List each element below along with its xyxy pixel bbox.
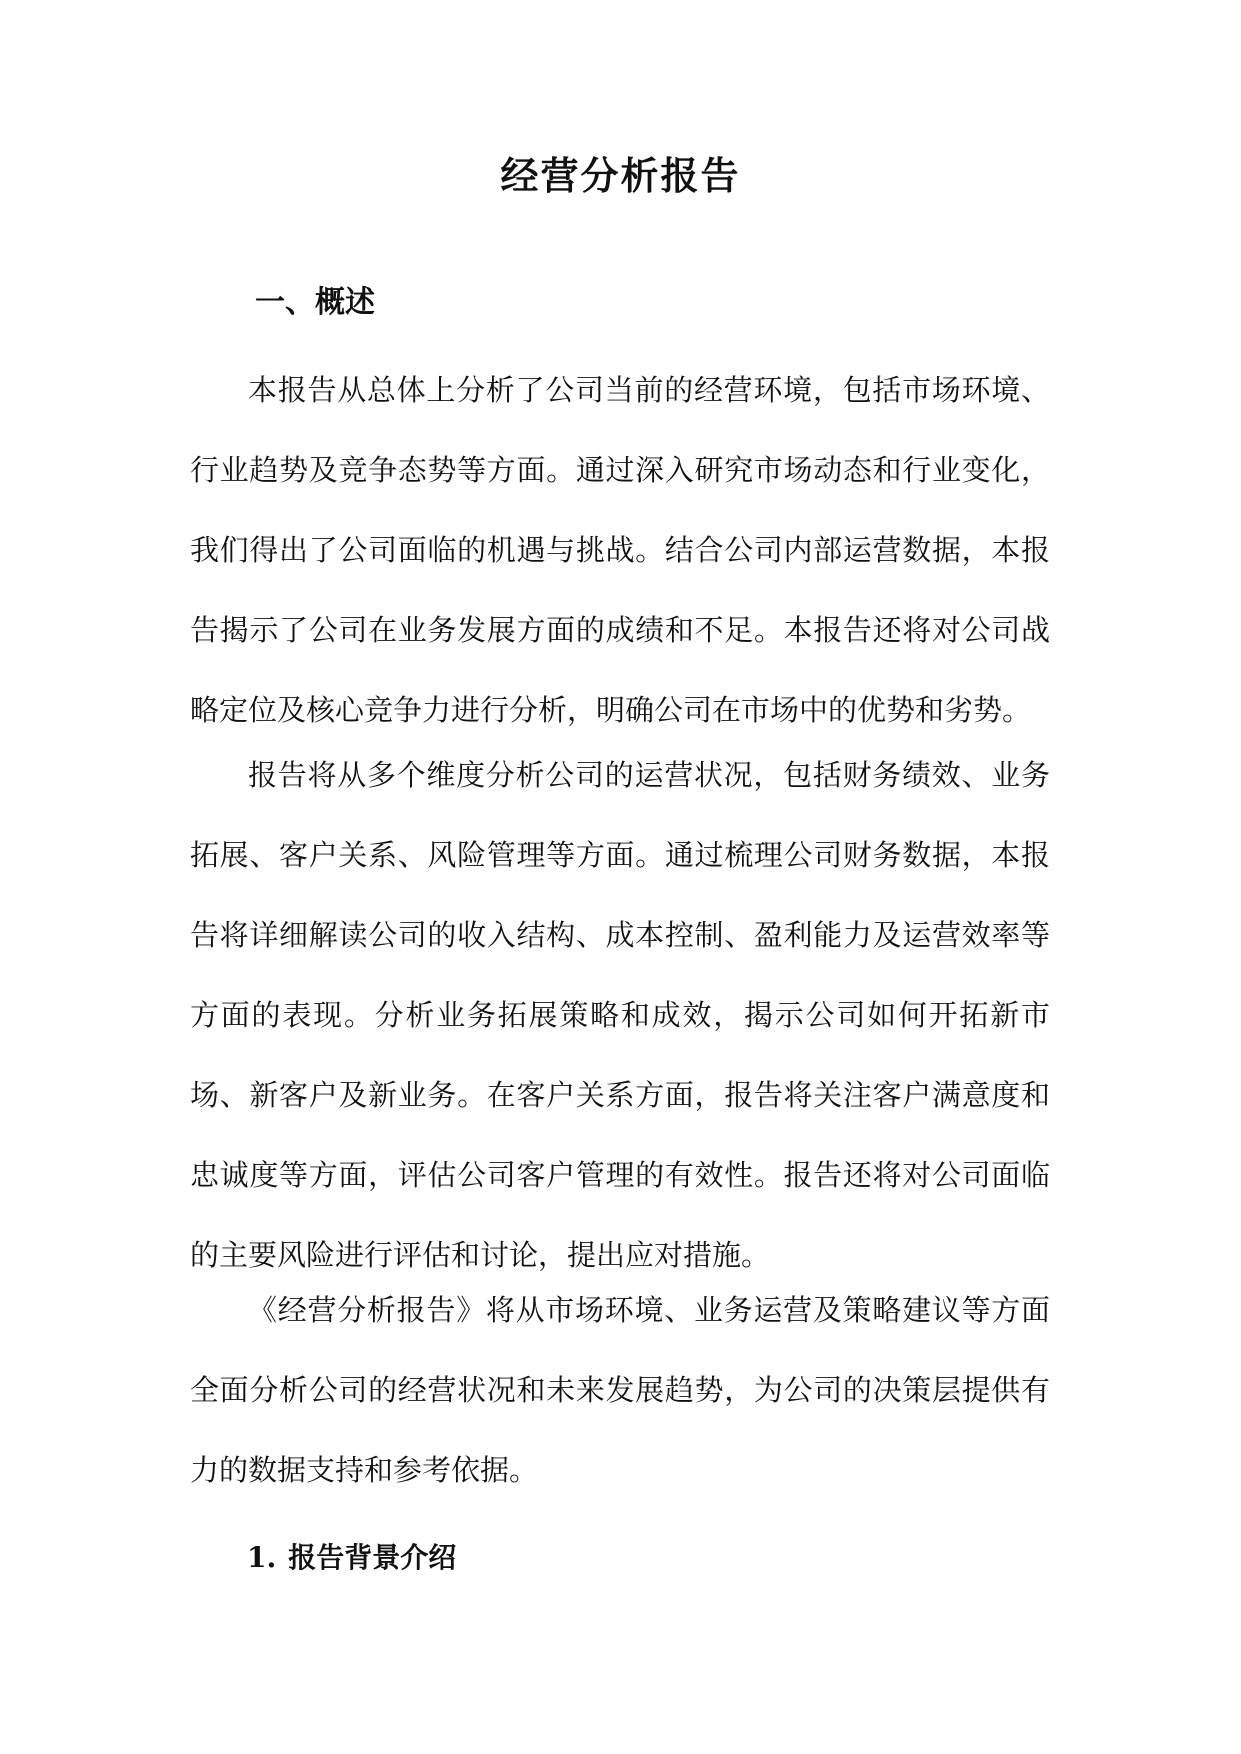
subsection-number: 1. [247, 1541, 277, 1574]
subsection-title: 报告背景介绍 [288, 1541, 457, 1574]
paragraph-2: 报告将从多个维度分析公司的运营状况，包括财务绩效、业务拓展、客户关系、风险管理等方面。通过梳理公司财务数据，本报告将详细解读公司的收入结构、成本控制、盈利能力及运营效率等方面的表现。分析业务拓展策略和成效，揭示公司如何开拓新市场、新客户及新业务。在客户关系方面，报告将关注客户满意度和忠诚度等方面，评估公司客户管理的有效性。报告还将对公司面临的主要风险进行评估和讨论，提出应对措施。 [190, 758, 1050, 1272]
paragraph-1: 本报告从总体上分析了公司当前的经营环境，包括市场环境、行业趋势及竞争态势等方面。通过深入研究市场动态和行业变化，我们得出了公司面临的机遇与挑战。结合公司内部运营数据，本报告揭示了公司在业务发展方面的成绩和不足。本报告还将对公司战略定位及核心竞争力进行分析，明确公司在市场中的优势和劣势。 [190, 373, 1050, 727]
paragraph-3: 《经营分析报告》将从市场环境、业务运营及策略建议等方面全面分析公司的经营状况和未来发展趋势，为公司的决策层提供有力的数据支持和参考依据。 [190, 1293, 1050, 1487]
section-heading-overview: 一、概述 [255, 285, 375, 320]
subsection-heading [247, 1536, 456, 1580]
document-title: 经营分析报告 [500, 153, 741, 198]
